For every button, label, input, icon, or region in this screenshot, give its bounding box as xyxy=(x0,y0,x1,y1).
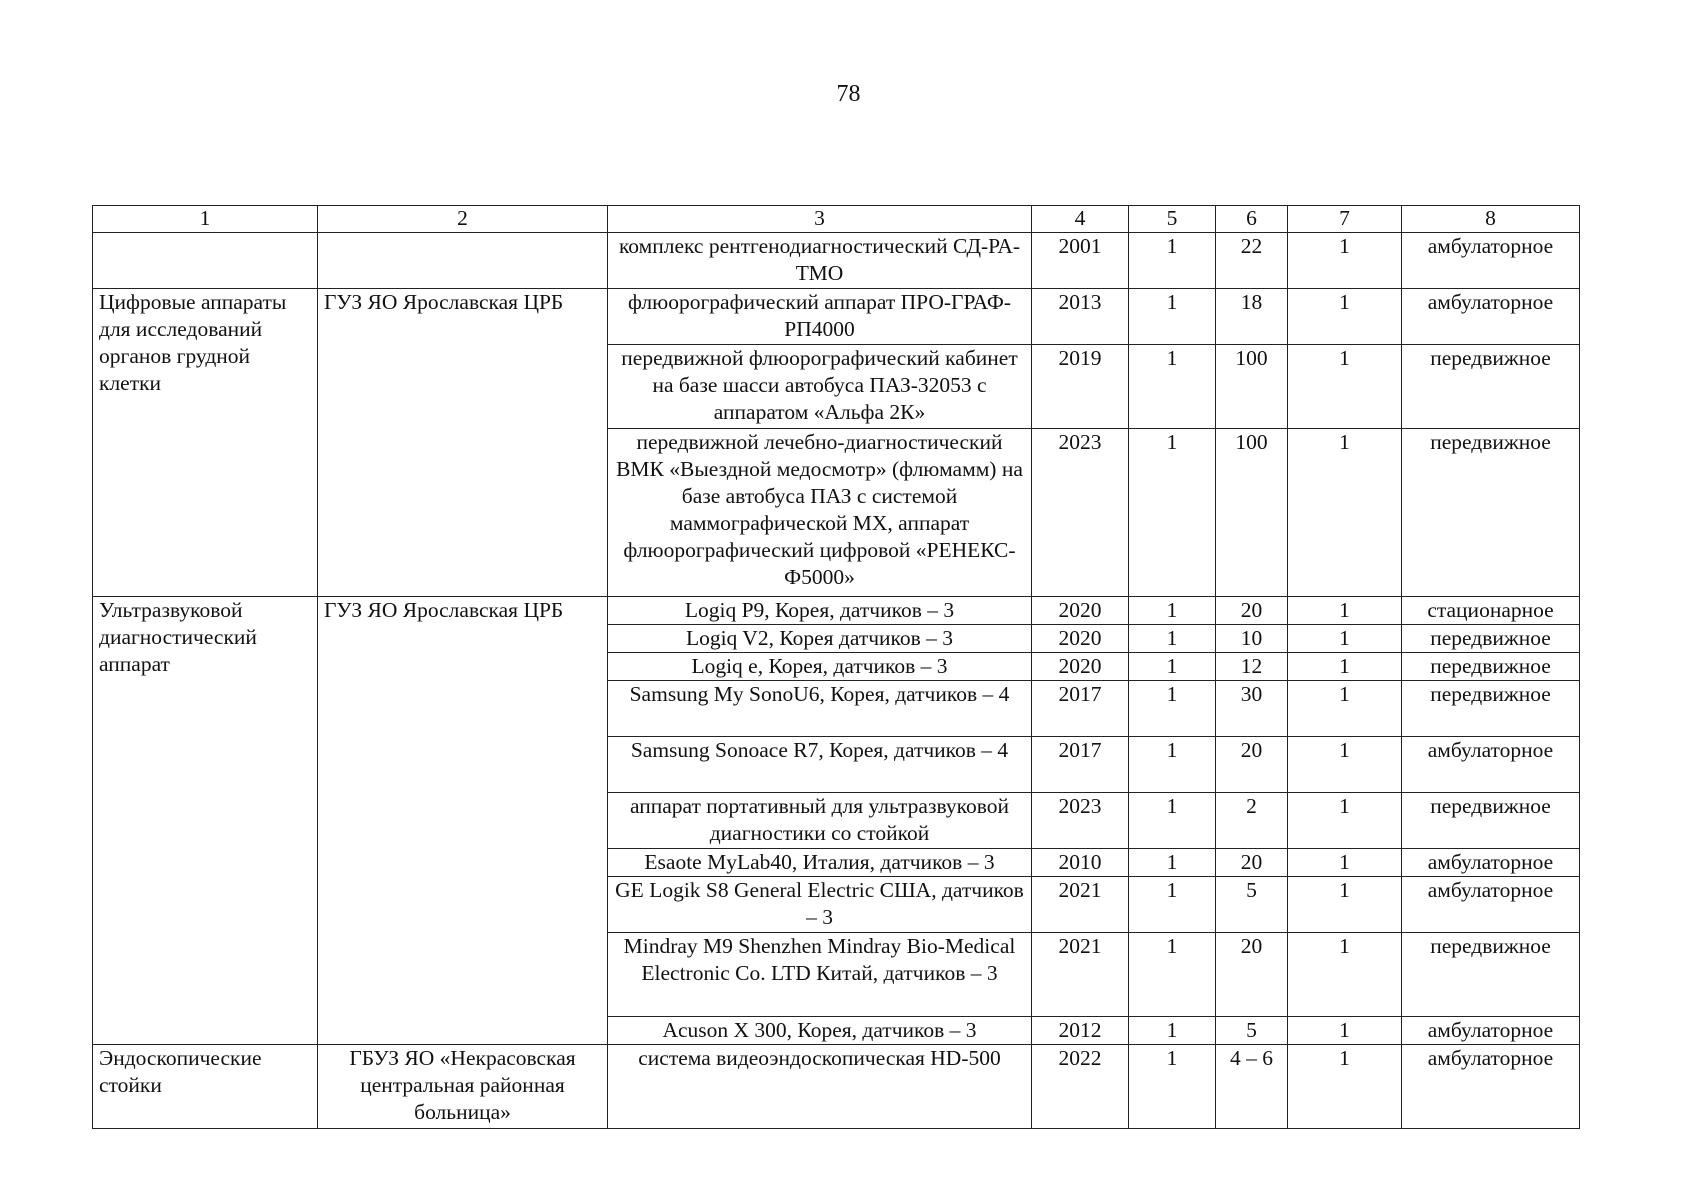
col8-cell: амбулаторное xyxy=(1402,289,1580,345)
equipment-cell: передвижной флюорографический кабинет на базе шасси автобуса ПАЗ-32053 с аппаратом «Альфа 2К» xyxy=(608,345,1032,429)
page-number: 78 xyxy=(836,81,861,107)
table-row xyxy=(93,289,1580,345)
category-cell: Эндоскопические стойки xyxy=(93,1045,318,1129)
year-cell: 2022 xyxy=(1032,1045,1129,1129)
table-row xyxy=(93,233,1580,289)
col6-cell: 20 xyxy=(1216,849,1288,877)
category-cell: Ультразвуковой диагностический аппарат xyxy=(93,597,318,1045)
col5-cell: 1 xyxy=(1129,429,1216,597)
column-header: 5 xyxy=(1129,206,1216,233)
col8-cell: передвижное xyxy=(1402,933,1580,1017)
col5-cell: 1 xyxy=(1129,653,1216,681)
col7-cell: 1 xyxy=(1288,289,1402,345)
year-cell: 2023 xyxy=(1032,793,1129,849)
col5-cell: 1 xyxy=(1129,289,1216,345)
equipment-cell: флюорографический аппарат ПРО-ГРАФ-РП4000 xyxy=(608,289,1032,345)
year-cell: 2017 xyxy=(1032,681,1129,737)
equipment-cell: комплекс рентгенодиагностический СД-РА-ТМО xyxy=(608,233,1032,289)
year-cell: 2012 xyxy=(1032,1017,1129,1045)
col7-cell: 1 xyxy=(1288,793,1402,849)
col7-cell: 1 xyxy=(1288,597,1402,625)
column-header: 8 xyxy=(1402,206,1580,233)
col8-cell: передвижное xyxy=(1402,793,1580,849)
equipment-cell: Samsung Sonoace R7, Корея, датчиков – 4 xyxy=(608,737,1032,793)
col5-cell: 1 xyxy=(1129,933,1216,1017)
col5-cell: 1 xyxy=(1129,877,1216,933)
year-cell: 2023 xyxy=(1032,429,1129,597)
year-cell: 2021 xyxy=(1032,933,1129,1017)
equipment-table xyxy=(92,205,1580,1129)
column-header: 3 xyxy=(608,206,1032,233)
institution-cell: ГУЗ ЯО Ярославская ЦРБ xyxy=(318,597,608,1045)
col7-cell: 1 xyxy=(1288,1017,1402,1045)
year-cell: 2019 xyxy=(1032,345,1129,429)
col7-cell: 1 xyxy=(1288,681,1402,737)
year-cell: 2001 xyxy=(1032,233,1129,289)
col5-cell: 1 xyxy=(1129,1045,1216,1129)
year-cell: 2010 xyxy=(1032,849,1129,877)
col8-cell: стационарное xyxy=(1402,597,1580,625)
col5-cell: 1 xyxy=(1129,345,1216,429)
col5-cell: 1 xyxy=(1129,737,1216,793)
category-cell xyxy=(93,233,318,289)
col6-cell: 100 xyxy=(1216,429,1288,597)
col8-cell: передвижное xyxy=(1402,429,1580,597)
col6-cell: 20 xyxy=(1216,933,1288,1017)
col6-cell: 20 xyxy=(1216,597,1288,625)
equipment-cell: Mindray M9 Shenzhen Mindray Bio-Medical Electronic Co. LTD Китай, датчиков – 3 xyxy=(608,933,1032,1017)
year-cell: 2013 xyxy=(1032,289,1129,345)
col7-cell: 1 xyxy=(1288,933,1402,1017)
col8-cell: амбулаторное xyxy=(1402,737,1580,793)
column-header: 6 xyxy=(1216,206,1288,233)
year-cell: 2021 xyxy=(1032,877,1129,933)
col8-cell: передвижное xyxy=(1402,625,1580,653)
institution-cell: ГБУЗ ЯО «Некрасовская центральная районная больница» xyxy=(318,1045,608,1129)
col6-cell: 100 xyxy=(1216,345,1288,429)
equipment-cell: Samsung My SonoU6, Корея, датчиков – 4 xyxy=(608,681,1032,737)
col6-cell: 30 xyxy=(1216,681,1288,737)
col7-cell: 1 xyxy=(1288,1045,1402,1129)
col8-cell: амбулаторное xyxy=(1402,849,1580,877)
col7-cell: 1 xyxy=(1288,737,1402,793)
column-header: 4 xyxy=(1032,206,1129,233)
col6-cell: 10 xyxy=(1216,625,1288,653)
col7-cell: 1 xyxy=(1288,849,1402,877)
equipment-cell: передвижной лечебно-диагностический ВМК «Выездной медосмотр» (флюмамм) на базе автобуса ПАЗ с системой маммографической МХ, аппарат флюорографический цифровой «РЕНЕКС-Ф5000» xyxy=(608,429,1032,597)
col6-cell: 12 xyxy=(1216,653,1288,681)
year-cell: 2020 xyxy=(1032,597,1129,625)
equipment-cell: GE Logik S8 General Electric США, датчиков – 3 xyxy=(608,877,1032,933)
equipment-cell: Logiq V2, Корея датчиков – 3 xyxy=(608,625,1032,653)
col8-cell: амбулаторное xyxy=(1402,1017,1580,1045)
col6-cell: 5 xyxy=(1216,877,1288,933)
col6-cell: 18 xyxy=(1216,289,1288,345)
col6-cell: 4 – 6 xyxy=(1216,1045,1288,1129)
col7-cell: 1 xyxy=(1288,625,1402,653)
year-cell: 2017 xyxy=(1032,737,1129,793)
col5-cell: 1 xyxy=(1129,681,1216,737)
col7-cell: 1 xyxy=(1288,877,1402,933)
col8-cell: амбулаторное xyxy=(1402,1045,1580,1129)
year-cell: 2020 xyxy=(1032,625,1129,653)
table-row xyxy=(93,597,1580,625)
institution-cell: ГУЗ ЯО Ярославская ЦРБ xyxy=(318,289,608,597)
column-header: 2 xyxy=(318,206,608,233)
col5-cell: 1 xyxy=(1129,793,1216,849)
col7-cell: 1 xyxy=(1288,233,1402,289)
col5-cell: 1 xyxy=(1129,625,1216,653)
col6-cell: 2 xyxy=(1216,793,1288,849)
table-row xyxy=(93,1045,1580,1129)
col5-cell: 1 xyxy=(1129,597,1216,625)
institution-cell xyxy=(318,233,608,289)
col8-cell: передвижное xyxy=(1402,681,1580,737)
col7-cell: 1 xyxy=(1288,345,1402,429)
equipment-cell: Esaote MyLab40, Италия, датчиков – 3 xyxy=(608,849,1032,877)
col6-cell: 5 xyxy=(1216,1017,1288,1045)
col7-cell: 1 xyxy=(1288,653,1402,681)
col7-cell: 1 xyxy=(1288,429,1402,597)
equipment-cell: Logiq P9, Корея, датчиков – 3 xyxy=(608,597,1032,625)
column-header: 7 xyxy=(1288,206,1402,233)
col5-cell: 1 xyxy=(1129,1017,1216,1045)
col5-cell: 1 xyxy=(1129,233,1216,289)
year-cell: 2020 xyxy=(1032,653,1129,681)
equipment-cell: Logiq e, Корея, датчиков – 3 xyxy=(608,653,1032,681)
col5-cell: 1 xyxy=(1129,849,1216,877)
column-header: 1 xyxy=(93,206,318,233)
category-cell: Цифровые аппараты для исследований органов грудной клетки xyxy=(93,289,318,597)
col8-cell: передвижное xyxy=(1402,345,1580,429)
equipment-cell: система видеоэндоскопическая HD-500 xyxy=(608,1045,1032,1129)
col6-cell: 20 xyxy=(1216,737,1288,793)
col8-cell: амбулаторное xyxy=(1402,233,1580,289)
col6-cell: 22 xyxy=(1216,233,1288,289)
col8-cell: амбулаторное xyxy=(1402,877,1580,933)
col8-cell: передвижное xyxy=(1402,653,1580,681)
equipment-cell: Acuson X 300, Корея, датчиков – 3 xyxy=(608,1017,1032,1045)
equipment-cell: аппарат портативный для ультразвуковой диагностики со стойкой xyxy=(608,793,1032,849)
header-row xyxy=(93,206,1580,233)
